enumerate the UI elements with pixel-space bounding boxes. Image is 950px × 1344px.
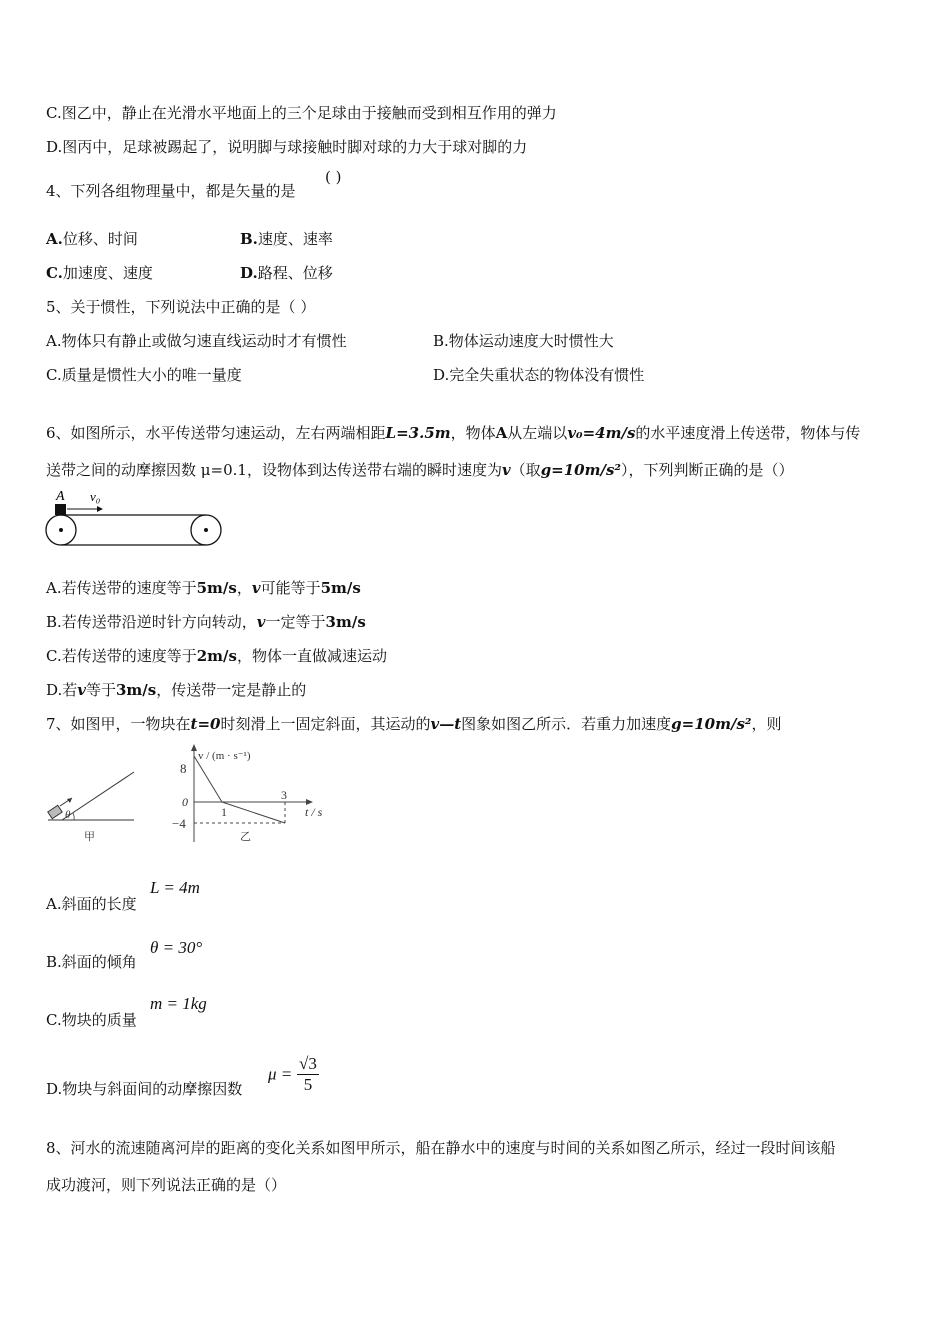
q6-option-c xyxy=(46,645,387,666)
q7-tick-3: 3 xyxy=(281,788,287,802)
q6-option-c-text: C.若传送带的速度等于 xyxy=(46,647,197,665)
q7-fraction-numerator: √3 xyxy=(299,1054,317,1073)
q6-option-b xyxy=(46,611,366,632)
q6-option-a-value: 5m/s xyxy=(196,579,237,597)
q7-fraction-denominator: 5 xyxy=(303,1075,313,1094)
q3-option-d: D.图丙中，足球被踢起了，说明脚与球接触时脚对球的力大于球对脚的力 xyxy=(46,138,528,156)
q6-option-a xyxy=(46,577,361,598)
q6-option-d-text: D.若 xyxy=(46,681,78,699)
q6-option-a-text: 可能等于 xyxy=(260,579,321,597)
q4-option-b xyxy=(240,228,333,249)
q5-stem: 5、关于惯性，下列说法中正确的是（ ） xyxy=(46,298,316,316)
q3-option-c: C.图乙中，静止在光滑水平地面上的三个足球由于接触而受到相互作用的弹力 xyxy=(46,104,557,122)
q5-option-c: C.质量是惯性大小的唯一量度 xyxy=(46,366,242,384)
q6-option-d xyxy=(46,679,306,700)
q6-stem-text: ，物体 xyxy=(450,424,496,442)
q7-option-b-formula: θ = 30° xyxy=(150,938,203,957)
q4-option-a-text: 位移、时间 xyxy=(62,230,138,248)
q6-figure-label-a: A xyxy=(56,489,65,504)
q7-v-axis-arrowhead xyxy=(191,744,197,751)
q8-stem-line1: 8、河水的流速随离河岸的距离的变化关系如图甲所示，船在静水中的速度与时间的关系如图乙所示，经过一段时间该船 xyxy=(46,1139,836,1157)
q4-option-d-key: D. xyxy=(240,264,258,282)
q7-tick-0: 0 xyxy=(182,795,188,809)
q7-stem-text: 时刻滑上一固定斜面，其运动的 xyxy=(220,715,431,733)
q6-conveyor-figure xyxy=(40,484,230,550)
q6-option-d-text: 等于 xyxy=(85,681,116,699)
q6-option-b-text: B.若传送带沿逆时针方向转动， xyxy=(46,613,257,631)
q7-gravity: g=10m/s² xyxy=(671,715,752,733)
q6-option-b-text: 一定等于 xyxy=(265,613,326,631)
q7-option-c-text: C.物块的质量 xyxy=(46,1011,137,1029)
q4-answer-paren: ( ) xyxy=(325,168,342,186)
q7-tick-8: 8 xyxy=(180,761,187,776)
q6-initial-speed: v₀=4m/s xyxy=(567,424,636,442)
q7-fraction xyxy=(297,1054,319,1095)
q7-option-a-formula: L = 4m xyxy=(150,878,200,897)
q6-left-pulley-axle xyxy=(59,528,63,532)
q6-stem-text: ），下列判断正确的是（） xyxy=(620,461,794,479)
q5-option-b: B.物体运动速度大时惯性大 xyxy=(433,332,614,350)
q5-option-d: D.完全失重状态的物体没有惯性 xyxy=(433,366,645,384)
q7-mu-symbol: μ = xyxy=(268,1064,293,1084)
q6-gravity: g=10m/s² xyxy=(540,461,621,479)
q4-option-c-key: C. xyxy=(46,264,63,282)
q6-v: v xyxy=(501,461,511,479)
q4-option-b-key: B. xyxy=(240,230,258,248)
q7-option-d xyxy=(46,1078,242,1099)
q6-figure-label-v0: v₀ xyxy=(90,489,101,504)
q7-theta-label: θ xyxy=(65,809,71,821)
q6-option-b-value: 3m/s xyxy=(325,613,366,631)
q7-option-c-formula: m = 1kg xyxy=(150,994,207,1013)
q6-option-a-text: ， xyxy=(236,579,252,597)
q7-block xyxy=(48,805,62,818)
q7-stem-text: ，则 xyxy=(751,715,782,733)
q6-option-c-value: 2m/s xyxy=(196,647,237,665)
q6-option-a-value: 5m/s xyxy=(320,579,361,597)
q6-block xyxy=(55,504,66,515)
q7-t-axis-label: t / s xyxy=(305,805,323,819)
q4-stem xyxy=(46,180,296,201)
q6-option-a-text: A.若传送带的速度等于 xyxy=(46,579,197,597)
q6-stem-line2 xyxy=(46,459,794,480)
q7-option-d-text: D.物块与斜面间的动摩擦因数 xyxy=(46,1080,243,1098)
q7-option-b-text: B.斜面的倾角 xyxy=(46,953,137,971)
q7-slide-back-segment xyxy=(222,802,285,823)
q6-stem-text: 送带之间的动摩擦因数 μ=0.1，设物体到达传送带右端的瞬时速度为 xyxy=(46,461,502,479)
q7-tick-minus4: −4 xyxy=(172,816,186,831)
q6-option-b-v: v xyxy=(256,613,266,631)
q7-incline-slope xyxy=(62,772,134,820)
q7-angle-arc xyxy=(73,813,74,820)
q7-stem-text: 图象如图乙所示．若重力加速度 xyxy=(461,715,672,733)
q6-length: L=3.5m xyxy=(385,424,451,442)
q4-option-d-text: 路程、位移 xyxy=(257,264,333,282)
q6-right-pulley-axle xyxy=(204,528,208,532)
q7-option-a xyxy=(46,893,137,914)
q7-stem-text: 7、如图甲，一物块在 xyxy=(46,715,191,733)
q6-stem-text: 的水平速度滑上传送带，物体与传 xyxy=(635,424,861,442)
q5-option-a: A.物体只有静止或做匀速直线运动时才有惯性 xyxy=(46,332,347,350)
q4-option-c xyxy=(46,262,153,283)
q7-tick-1: 1 xyxy=(221,805,227,819)
q7-incline-figure xyxy=(40,764,140,844)
q7-option-a-text: A.斜面的长度 xyxy=(46,895,137,913)
q7-vt: v—t xyxy=(430,715,462,733)
q4-stem-text: 4、下列各组物理量中，都是矢量的是 xyxy=(46,182,296,200)
q7-option-d-formula xyxy=(268,1054,319,1095)
q7-figure-yi-label: 乙 xyxy=(240,831,251,843)
q4-option-a-key: A. xyxy=(46,230,63,248)
q4-option-c-text: 加速度、速度 xyxy=(62,264,153,282)
q7-figure-jia-label: 甲 xyxy=(84,831,95,843)
q6-option-d-v: v xyxy=(77,681,86,699)
q7-option-c xyxy=(46,1009,137,1030)
q6-object: A xyxy=(495,424,508,442)
q7-stem xyxy=(46,713,781,734)
q6-option-d-text: ，传送带一定是静止的 xyxy=(156,681,307,699)
q8-stem-line2: 成功渡河，则下列说法正确的是（） xyxy=(46,1176,287,1194)
q6-option-d-value: 3m/s xyxy=(116,681,157,699)
q4-option-a xyxy=(46,228,138,249)
q4-option-b-text: 速度、速率 xyxy=(257,230,333,248)
q4-option-d xyxy=(240,262,333,283)
q7-decel-segment xyxy=(194,756,222,802)
q7-v-axis-label: v / (m · s⁻¹) xyxy=(198,750,251,762)
q6-velocity-arrowhead xyxy=(97,506,103,512)
q6-option-a-v: v xyxy=(251,579,261,597)
q6-option-c-text: ，物体一直做减速运动 xyxy=(236,647,387,665)
q6-stem-text: 从左端以 xyxy=(507,424,568,442)
q7-t0: t=0 xyxy=(190,715,221,733)
q6-stem-text: 6、如图所示，水平传送带匀速运动，左右两端相距 xyxy=(46,424,386,442)
q6-stem-line1 xyxy=(46,422,860,443)
q6-stem-text: （取 xyxy=(510,461,541,479)
q7-vt-graph xyxy=(168,742,333,846)
q7-option-b xyxy=(46,951,137,972)
